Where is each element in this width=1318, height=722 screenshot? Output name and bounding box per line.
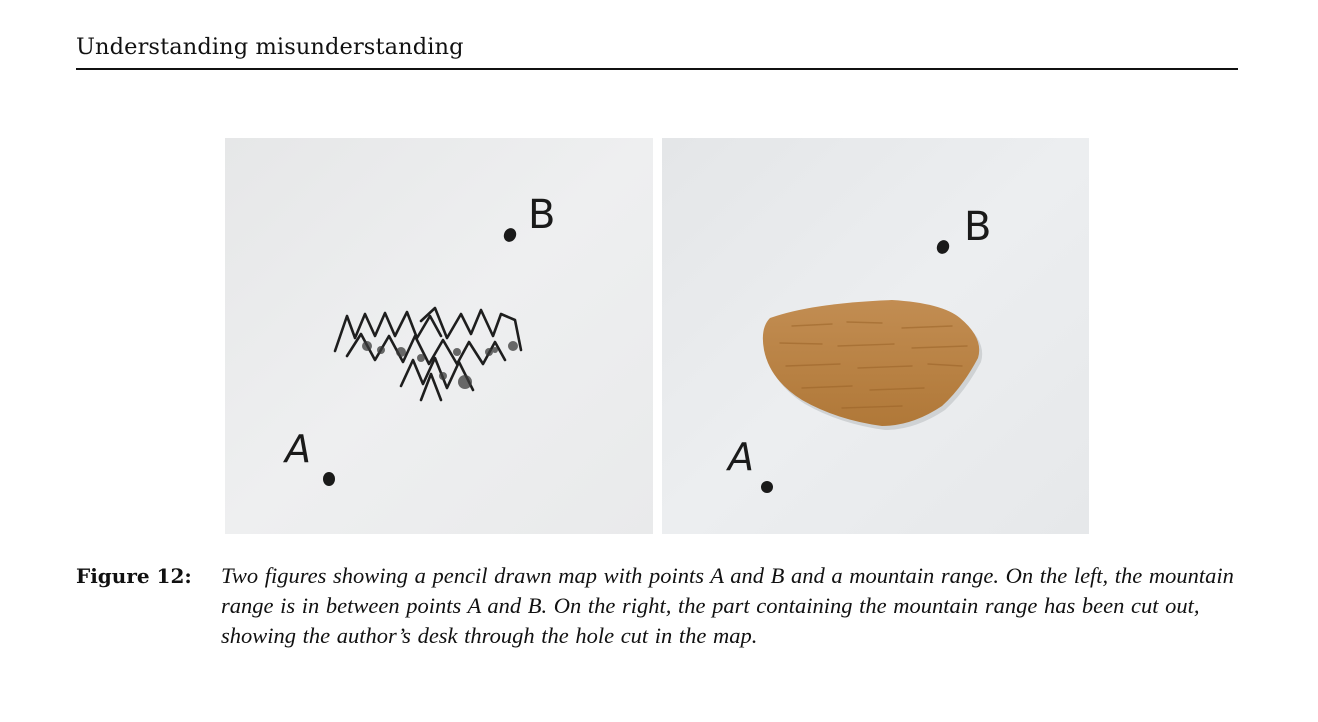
figure-caption [76, 561, 1246, 651]
figure-label: Figure 12: [76, 564, 192, 588]
running-head: Understanding misunderstanding [76, 34, 464, 60]
point-a-dot [323, 472, 335, 486]
point-a-label: A [728, 435, 754, 479]
point-a-label: A [285, 427, 311, 471]
figure-photo-right [662, 138, 1089, 534]
figure-caption-text: Two figures showing a pencil drawn map with points A and B and a mountain range. On the left, the mountain range is in between points A and B. On the right, the part containing the mountain range has been cut out, showing the author’s desk through the hole cut in the map. [221, 563, 1234, 648]
map-drawing-left [225, 138, 653, 534]
point-b-label: B [964, 204, 992, 250]
header-rule [76, 68, 1238, 70]
map-drawing-right [662, 138, 1089, 534]
point-b-label: B [528, 192, 556, 238]
figure-photo-left [225, 138, 653, 534]
point-a-dot [761, 481, 773, 493]
